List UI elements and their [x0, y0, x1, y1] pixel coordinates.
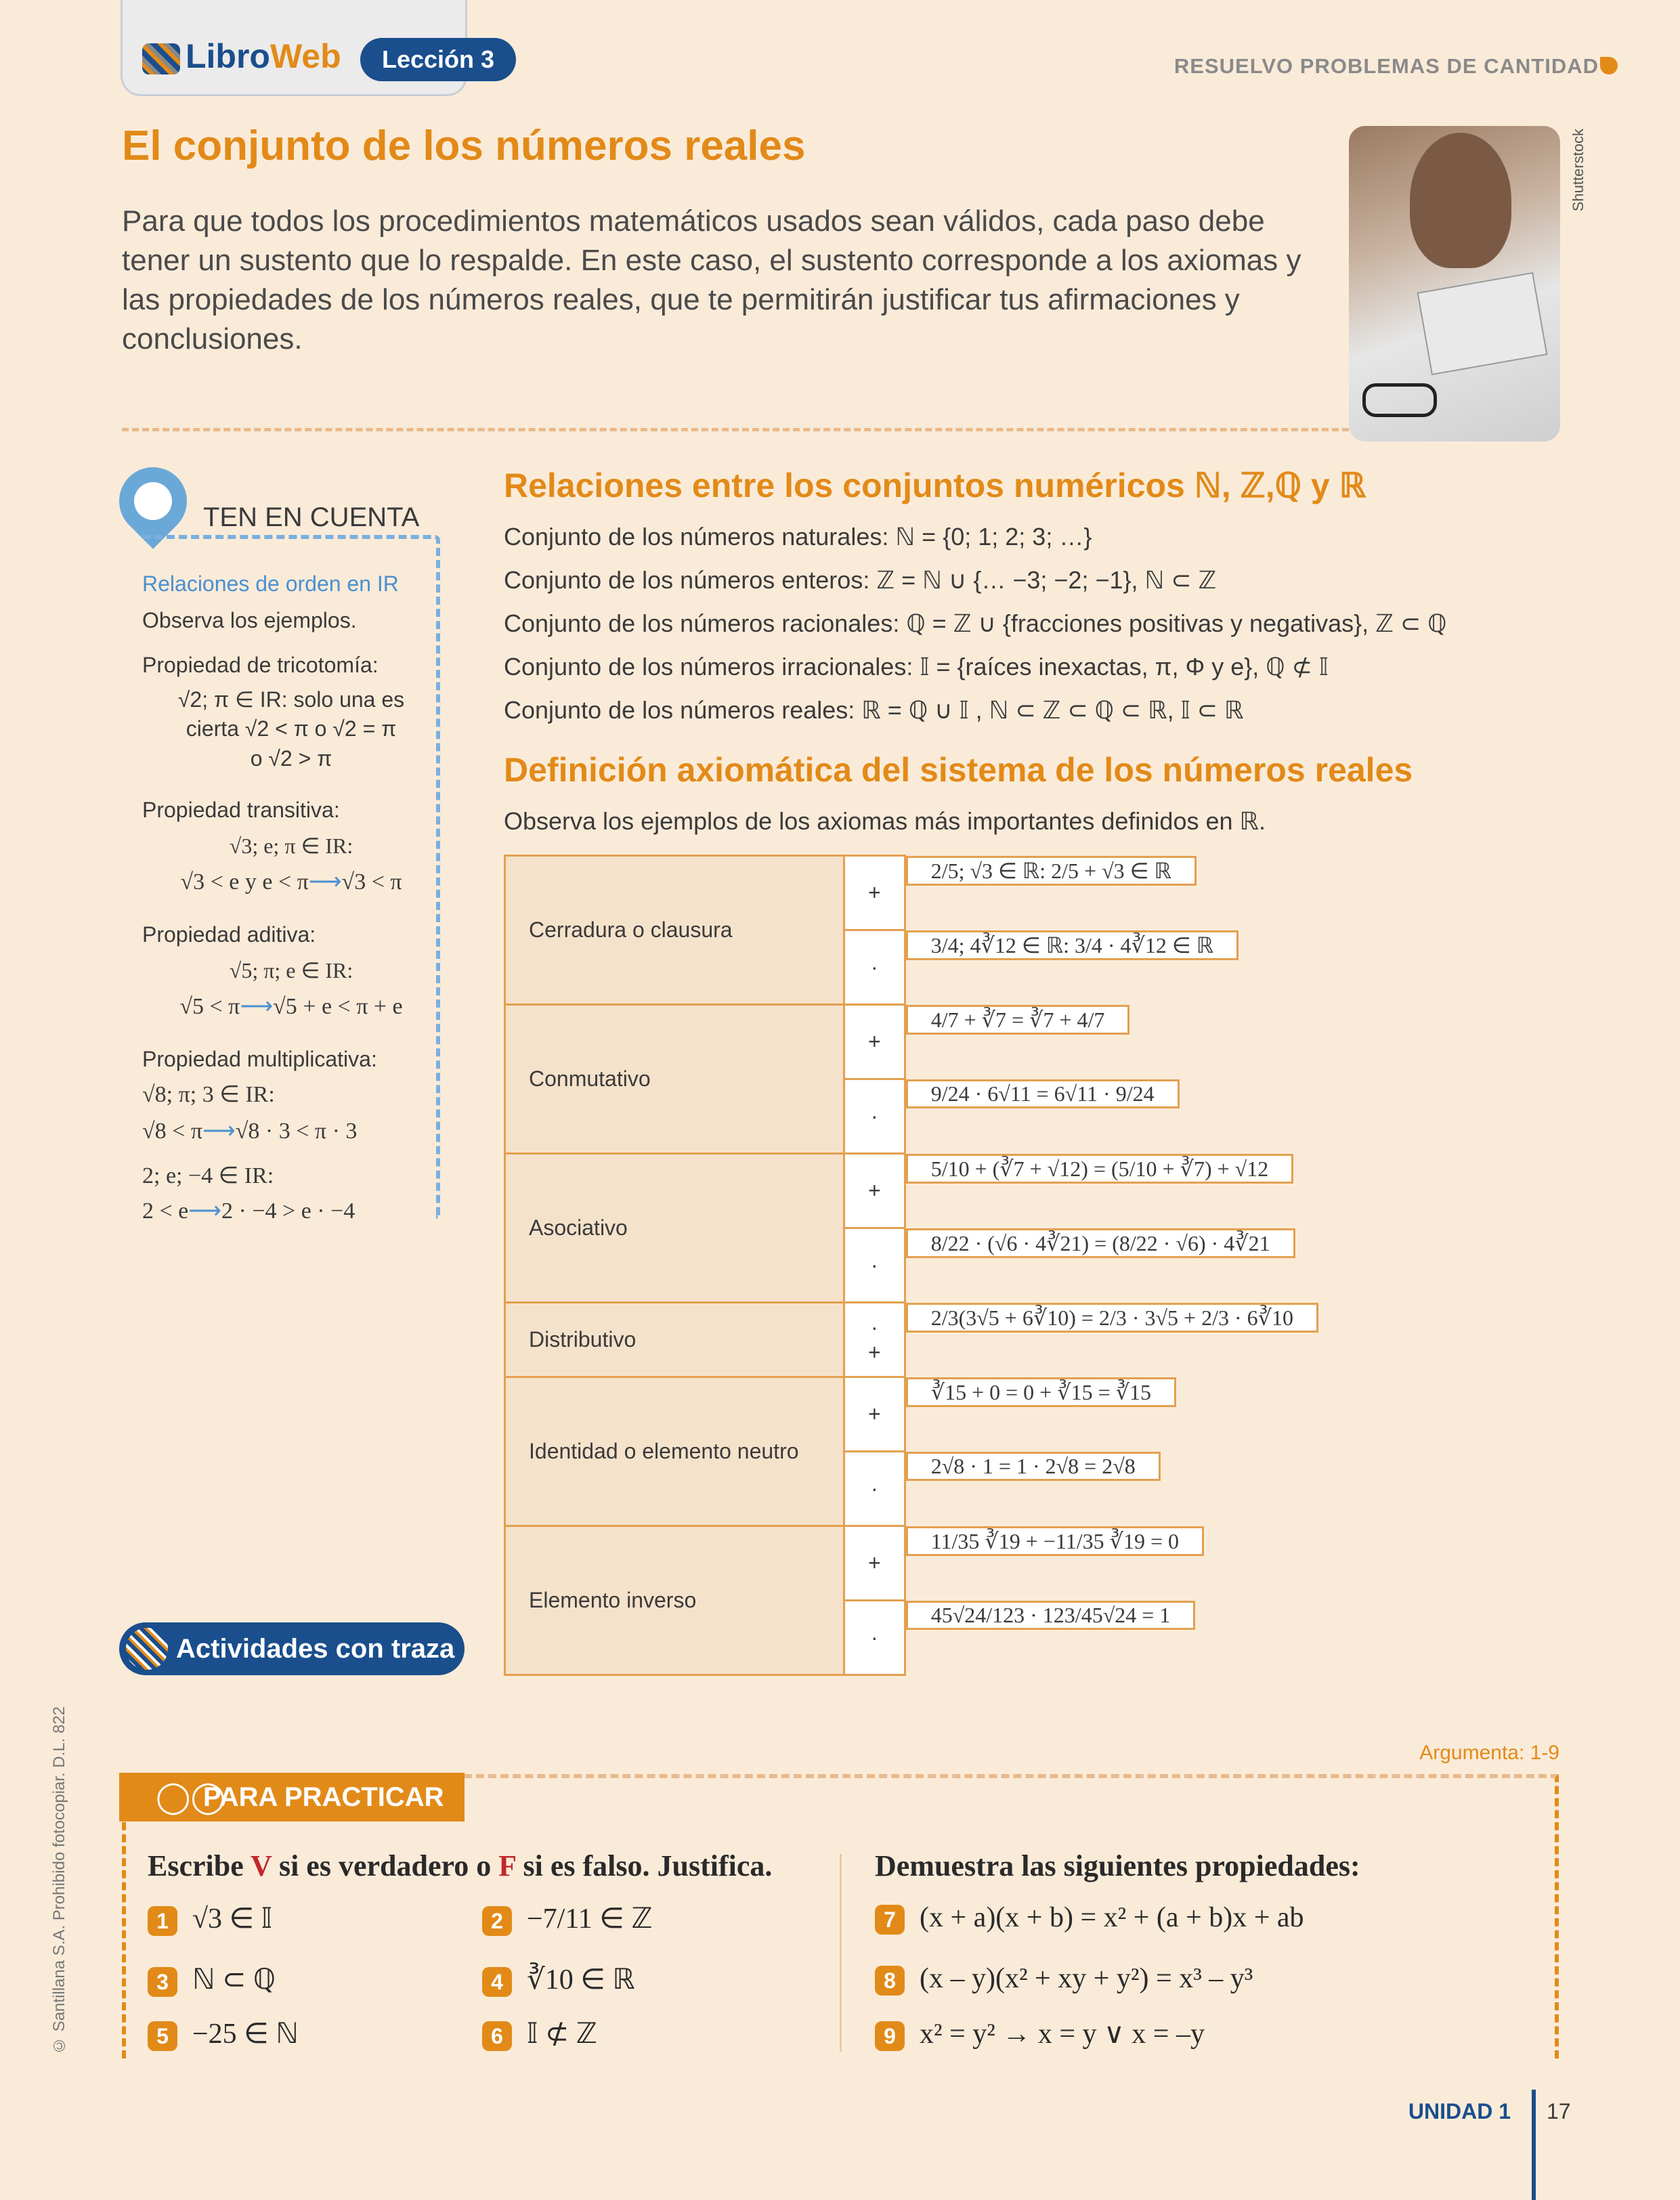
exercise-3[interactable]: 3 ℕ ⊂ ℚ	[148, 1962, 276, 1997]
table-row	[505, 1303, 1559, 1377]
axiom-name: Asociativo	[505, 1154, 844, 1303]
exercise-6[interactable]: 6 𝕀 ⊄ ℤ	[482, 2016, 597, 2051]
exercise-4[interactable]: 4 ∛10 ∈ ℝ	[482, 1962, 635, 1997]
axiom-example: 45√24/123 · 123/45√24 = 1	[906, 1601, 1196, 1630]
sidebar-subtitle: Relaciones de orden en IR	[142, 571, 399, 596]
aditiva-line-2: √5 < π⟶√5 + e < π + e	[179, 994, 403, 1019]
exercise-9[interactable]: 9 x² = y² → x = y ∨ x = –y	[875, 2016, 1205, 2051]
axiom-name: Cerradura o clausura	[505, 856, 844, 1005]
exercise-2[interactable]: 2 −7/11 ∈ ℤ	[482, 1901, 653, 1936]
exercise-5[interactable]: 5 −25 ∈ ℕ	[148, 2016, 299, 2051]
axiom-example: 3/4; 4∛12 ∈ ℝ: 3/4 · 4∛12 ∈ ℝ	[906, 930, 1239, 960]
axiom-example: 2/5; √3 ∈ ℝ: 2/5 + √3 ∈ ℝ	[906, 856, 1197, 886]
copyright-note: © Santillana S.A. Prohibido fotocopiar. D.L. 822	[50, 1706, 68, 2054]
axiom-op: +	[844, 1154, 905, 1228]
section-tag-icon	[1600, 57, 1618, 74]
axiom-example: ∛15 + 0 = 0 + ∛15 = ∛15	[906, 1377, 1176, 1407]
people-icon: ◯◯	[156, 1779, 225, 1814]
practice-right-heading: Demuestra las siguientes propiedades:	[875, 1849, 1360, 1882]
axiom-op: +	[844, 856, 905, 930]
axiom-name: Conmutativo	[505, 1005, 844, 1154]
table-row	[505, 1377, 1559, 1452]
divider-dashed	[122, 428, 1349, 431]
axiom-example: 2√8 · 1 = 1 · 2√8 = 2√8	[906, 1452, 1161, 1481]
axiom-example: 2/3(3√5 + 6∛10) = 2/3 · 3√5 + 2/3 · 6∛10	[906, 1303, 1318, 1333]
axiom-op: · +	[844, 1303, 905, 1377]
intro-paragraph: Para que todos los procedimientos matemáticos usados sean válidos, cada paso debe tener un sustento que lo respalde. En este caso, el sustento corresponde a los axiomas y las propiedades de los números reales, que te permitirán justificar tus afirmaciones y conclusiones.	[122, 204, 1301, 355]
table-row	[505, 1154, 1559, 1228]
argumenta-tag: Argumenta: 1-9	[1419, 1742, 1559, 1764]
photo-credit: Shutterstock	[1570, 129, 1587, 212]
practice-divider	[840, 1854, 842, 2052]
axiom-example: 8/22 · (√6 · 4∛21) = (8/22 · √6) · 4∛21	[906, 1228, 1295, 1258]
sidebar-intro: Observa los ejemplos.	[142, 608, 357, 632]
page-number: 17	[1547, 2099, 1571, 2123]
activities-button[interactable]: Actividades con traza	[119, 1622, 465, 1675]
practice-left-heading: Escribe V si es verdadero o F si es falso. Justifica.	[148, 1849, 773, 1882]
mult-line-4: 2 < e⟶2 · −4 > e · −4	[142, 1199, 356, 1224]
mult-line-3: 2; e; −4 ∈ IR:	[142, 1163, 274, 1188]
logo-icon	[142, 43, 180, 74]
axiom-op: ·	[844, 1601, 905, 1675]
set-line-racionales: Conjunto de los números racionales: ℚ = ℤ ∪ {fracciones positivas y negativas}, ℤ ⊂ ℚ	[504, 609, 1447, 637]
libroweb-logo[interactable]: LibroWeb	[142, 37, 341, 76]
transitiva-line-2: √3 < e y e < π⟶√3 < π	[180, 869, 402, 894]
axiom-example: 9/24 · 6√11 = 6√11 · 9/24	[906, 1079, 1180, 1108]
table-row	[505, 1526, 1559, 1601]
mult-line-1: √8; π; 3 ∈ IR:	[142, 1082, 275, 1107]
multiplicativa-label: Propiedad multiplicativa:	[142, 1047, 377, 1071]
lesson-badge: Lección 3	[360, 38, 516, 81]
set-line-reales: Conjunto de los números reales: ℝ = ℚ ∪ 𝕀 , ℕ ⊂ ℤ ⊂ ℚ ⊂ ℝ, 𝕀 ⊂ ℝ	[504, 696, 1244, 724]
arrow-icon: ⟶	[240, 994, 274, 1019]
arrow-icon: ⟶	[308, 869, 342, 894]
tricotomia-label: Propiedad de tricotomía:	[142, 653, 379, 677]
tricotomia-line-1: √2; π ∈ IR: solo una es	[177, 687, 405, 712]
axiom-name: Identidad o elemento neutro	[505, 1377, 844, 1526]
tricotomia-line-2: cierta √2 < π o √2 = π	[186, 716, 397, 741]
set-line-enteros: Conjunto de los números enteros: ℤ = ℕ ∪ {… −3; −2; −1}, ℕ ⊂ ℤ	[504, 566, 1217, 594]
axiom-example: 11/35 ∛19 + −11/35 ∛19 = 0	[906, 1526, 1204, 1556]
lightbulb-icon	[134, 482, 172, 520]
unit-label: UNIDAD 1	[1408, 2099, 1511, 2123]
mult-line-2: √8 < π⟶√8 · 3 < π · 3	[142, 1119, 358, 1144]
axiom-op: ·	[844, 1452, 905, 1526]
exercise-7[interactable]: 7 (x + a)(x + b) = x² + (a + b)x + ab	[875, 1901, 1304, 1935]
aditiva-line-1: √5; π; e ∈ IR:	[229, 958, 353, 983]
section-tag: RESUELVO PROBLEMAS DE CANTIDAD	[1173, 54, 1599, 78]
axioms-table	[504, 855, 1560, 1676]
set-line-naturales: Conjunto de los números naturales: ℕ = {0; 1; 2; 3; …}	[504, 523, 1092, 551]
axiom-name: Elemento inverso	[505, 1526, 844, 1675]
page-bar	[1532, 2090, 1536, 2200]
relaciones-title: Relaciones entre los conjuntos numéricos ℕ, ℤ,ℚ y ℝ	[504, 467, 1366, 504]
libroweb-icon	[126, 1628, 168, 1670]
definicion-intro: Observa los ejemplos de los axiomas más importantes definidos en ℝ.	[504, 807, 1266, 835]
axiom-example: 5/10 + (∛7 + √12) = (5/10 + ∛7) + √12	[906, 1154, 1294, 1184]
axiom-op: +	[844, 1377, 905, 1452]
axiom-op: +	[844, 1526, 905, 1601]
axiom-name: Distributivo	[505, 1303, 844, 1377]
set-line-irracionales: Conjunto de los números irracionales: 𝕀 = {raíces inexactas, π, Φ y e}, ℚ ⊄ 𝕀	[504, 653, 1329, 681]
arrow-icon: ⟶	[188, 1199, 222, 1224]
exercise-1[interactable]: 1 √3 ∈ 𝕀	[148, 1901, 272, 1936]
sidebar-title: TEN EN CUENTA	[203, 502, 420, 532]
axiom-op: +	[844, 1005, 905, 1079]
practice-label: PARA PRACTICAR	[119, 1773, 465, 1821]
axiom-op: ·	[844, 930, 905, 1005]
tricotomia-line-3: o √2 > π	[250, 746, 332, 771]
transitiva-line-1: √3; e; π ∈ IR:	[229, 834, 353, 858]
axiom-example: 4/7 + ∛7 = ∛7 + 4/7	[906, 1005, 1130, 1035]
axiom-op: ·	[844, 1079, 905, 1154]
aditiva-label: Propiedad aditiva:	[142, 922, 316, 947]
page-title: El conjunto de los números reales	[122, 123, 806, 169]
definicion-title: Definición axiomática del sistema de los números reales	[504, 751, 1413, 789]
arrow-icon: ⟶	[202, 1119, 236, 1144]
table-row	[505, 1005, 1559, 1079]
axiom-op: ·	[844, 1228, 905, 1303]
transitiva-label: Propiedad transitiva:	[142, 798, 340, 822]
table-row	[505, 856, 1559, 930]
exercise-8[interactable]: 8 (x – y)(x² + xy + y²) = x³ – y³	[875, 1962, 1253, 1996]
photo-student-calculator	[1349, 126, 1560, 441]
